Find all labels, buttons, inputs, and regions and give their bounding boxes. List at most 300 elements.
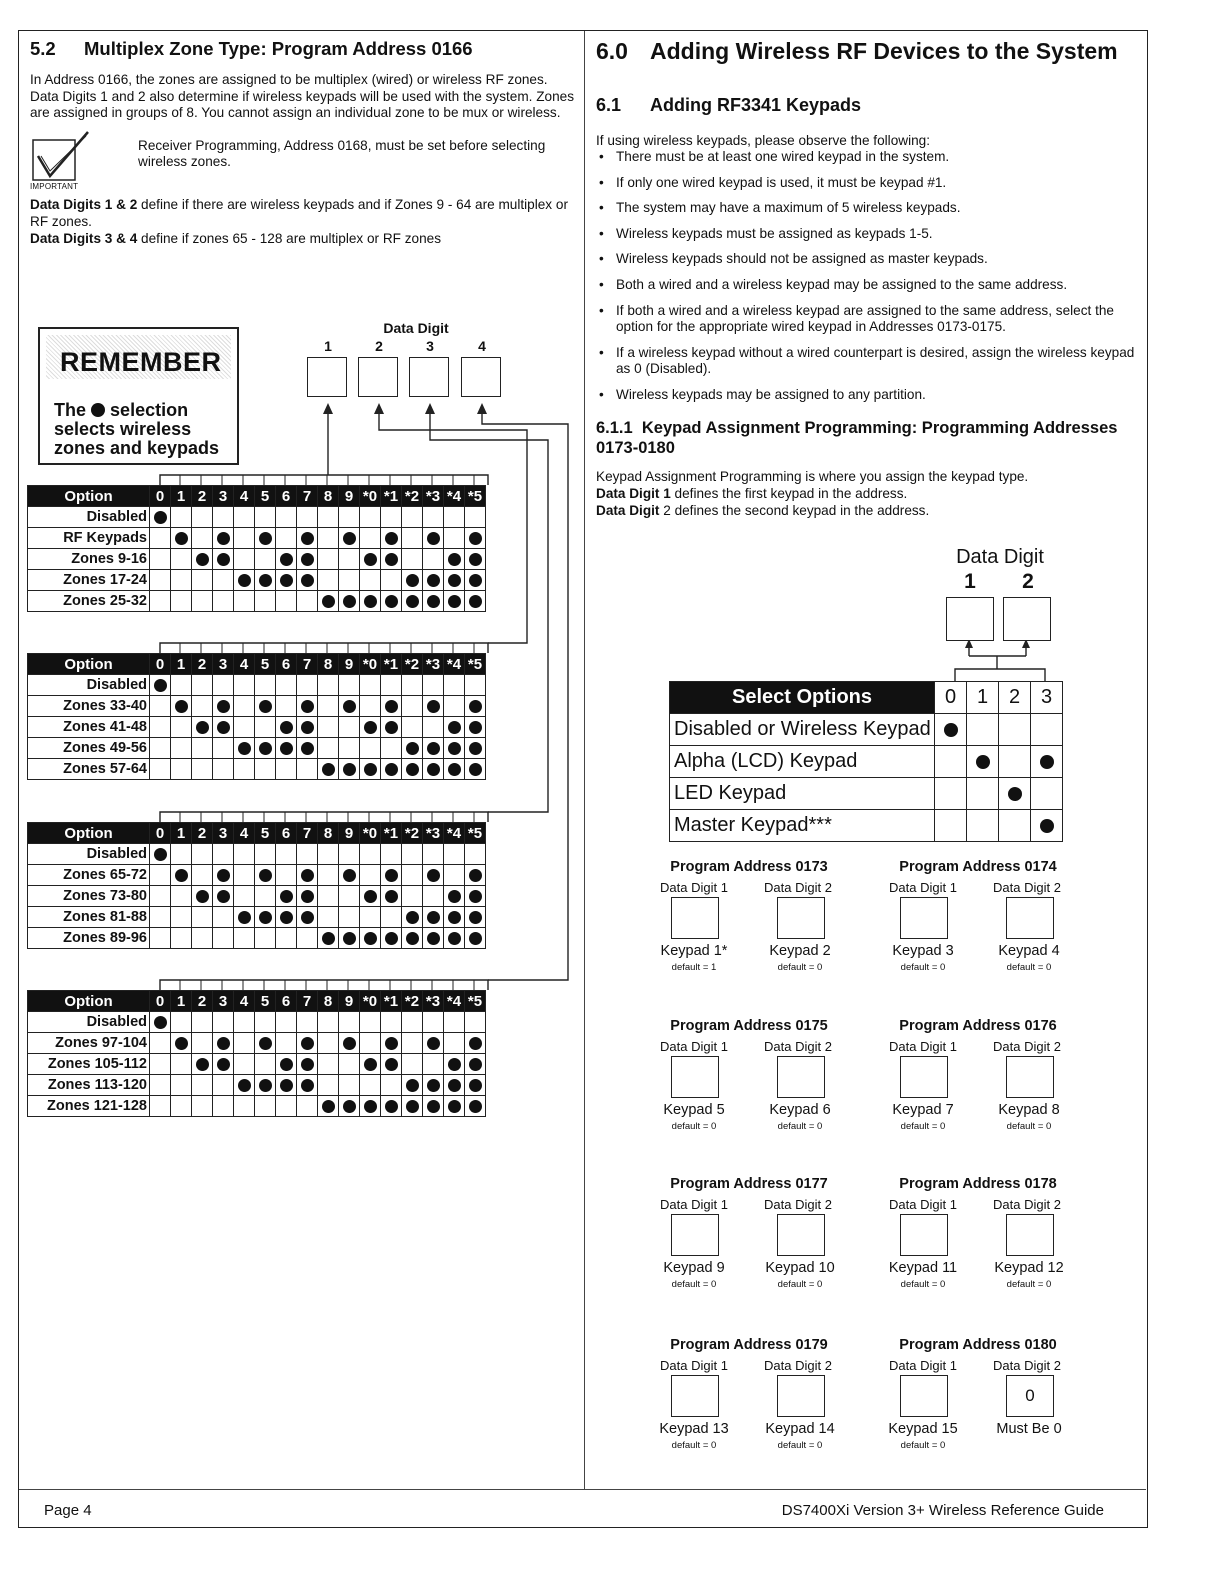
option-cell (360, 675, 381, 696)
option-cell (192, 507, 213, 528)
data-digit-2-label: Data Digit 2 (764, 1039, 832, 1054)
row-label: Disabled (28, 844, 150, 865)
option-cell (465, 1096, 486, 1117)
option-cell (444, 717, 465, 738)
program-address-block (649, 859, 849, 994)
option-cell (234, 507, 255, 528)
keypad-value-box[interactable] (671, 1214, 719, 1256)
selection-dot-icon (976, 755, 990, 769)
selection-dot-icon (427, 1100, 440, 1113)
digit-label-1: 1 (324, 338, 332, 354)
table-row (28, 507, 486, 528)
option-cell (423, 1033, 444, 1054)
option-cell (150, 907, 171, 928)
table-row (28, 928, 486, 949)
default-value: default = 0 (900, 1121, 946, 1132)
option-cell (150, 865, 171, 886)
keypad-label: Keypad 4 (998, 943, 1060, 959)
remember-title: REMEMBER (60, 347, 222, 377)
column-header: 9 (339, 991, 360, 1012)
column-header: 3 (213, 991, 234, 1012)
option-cell (339, 1054, 360, 1075)
option-cell (339, 570, 360, 591)
data-digit-2-label: Data Digit 2 (993, 1039, 1061, 1054)
selection-dot-icon (406, 1100, 419, 1113)
program-address-block (649, 1337, 849, 1472)
data-digit-box-2[interactable] (358, 357, 398, 397)
option-cell (318, 1075, 339, 1096)
data-digit-box-1[interactable] (307, 357, 347, 397)
option-cell (150, 759, 171, 780)
option-cell (213, 1075, 234, 1096)
option-cell (360, 507, 381, 528)
option-cell (444, 1054, 465, 1075)
keypad-value-box[interactable] (1006, 1214, 1054, 1256)
option-cell (402, 865, 423, 886)
selection-dot-icon (406, 742, 419, 755)
option-cell (276, 696, 297, 717)
keypad-value-box[interactable] (671, 897, 719, 939)
column-header: 7 (297, 654, 318, 675)
option-cell (150, 570, 171, 591)
option-cell (213, 696, 234, 717)
keypad-value-box[interactable] (900, 1056, 948, 1098)
selection-dot-icon (301, 574, 314, 587)
table-row (28, 675, 486, 696)
data-digit-2-label: Data Digit 2 (993, 1197, 1061, 1212)
data-digit-1-label: Data Digit 1 (660, 880, 728, 895)
requirements-list (596, 149, 1141, 404)
selection-dot-icon (427, 574, 440, 587)
row-label: Zones 121-128 (28, 1096, 150, 1117)
option-cell (360, 1012, 381, 1033)
select-cell (935, 778, 967, 810)
option-cell (381, 844, 402, 865)
data-digit-box-3[interactable] (409, 357, 449, 397)
keypad-value-box[interactable] (671, 1375, 719, 1417)
option-cell (381, 717, 402, 738)
option-cell (297, 1096, 318, 1117)
column-header: 3 (213, 486, 234, 507)
selection-dot-icon (448, 553, 461, 566)
option-cell (276, 1012, 297, 1033)
option-cell (255, 507, 276, 528)
option-cell (297, 549, 318, 570)
column-header: 8 (318, 486, 339, 507)
column-header: 2 (192, 486, 213, 507)
option-cell (381, 696, 402, 717)
selection-dot-icon (196, 553, 209, 566)
option-cell (465, 591, 486, 612)
option-cell (297, 1033, 318, 1054)
selection-dot-icon (280, 574, 293, 587)
option-cell (339, 738, 360, 759)
option-cell (444, 1033, 465, 1054)
column-header: 1 (171, 654, 192, 675)
selection-dot-icon (301, 532, 314, 545)
selection-dot-icon (1040, 755, 1054, 769)
selection-dot-icon (427, 700, 440, 713)
column-header: *5 (465, 654, 486, 675)
data-digit-2-label: Data Digit 2 (993, 880, 1061, 895)
option-cell (339, 865, 360, 886)
right-digit-label-2: 2 (1022, 570, 1034, 593)
option-cell (171, 1054, 192, 1075)
program-address-title: Program Address 0175 (670, 1018, 828, 1034)
selection-dot-icon (196, 1058, 209, 1071)
table-row (670, 746, 1063, 778)
selection-dot-icon (259, 911, 272, 924)
program-address-block (878, 859, 1078, 994)
option-cell (255, 717, 276, 738)
option-cell (234, 1075, 255, 1096)
option-cell (465, 928, 486, 949)
selection-dot-icon (385, 1037, 398, 1050)
selection-dot-icon (154, 848, 167, 861)
selection-dot-icon (385, 890, 398, 903)
option-cell (171, 1075, 192, 1096)
option-cell (255, 865, 276, 886)
option-cell (360, 865, 381, 886)
selection-dot-icon (322, 763, 335, 776)
selection-dot-icon (427, 932, 440, 945)
page-number: Page 4 (44, 1502, 92, 1519)
option-cell (276, 738, 297, 759)
selection-dot-icon (217, 1037, 230, 1050)
option-header: Option (28, 823, 150, 844)
table-row (28, 759, 486, 780)
option-cell (318, 738, 339, 759)
selection-dot-icon (448, 1079, 461, 1092)
option-cell (360, 928, 381, 949)
option-cell (381, 1033, 402, 1054)
selection-dot-icon (469, 595, 482, 608)
selection-dot-icon (406, 932, 419, 945)
section-6-1-heading: 6.1 Adding RF3341 Keypads (596, 95, 862, 115)
option-cell (423, 696, 444, 717)
option-table-3 (27, 822, 486, 949)
column-header: *2 (402, 991, 423, 1012)
selection-dot-icon (217, 700, 230, 713)
option-cell (150, 507, 171, 528)
list-item: • If both a wired and a wireless keypad are assigned to the same address, select the option for the appropriate wired keypad in Addresses 0173-0175. (596, 303, 1141, 336)
option-cell (255, 928, 276, 949)
option-cell (234, 570, 255, 591)
selection-dot-icon (301, 1037, 314, 1050)
option-cell (234, 549, 255, 570)
selection-dot-icon (238, 742, 251, 755)
column-header: 6 (276, 654, 297, 675)
option-cell (423, 865, 444, 886)
select-cell (967, 778, 999, 810)
column-header: *5 (465, 823, 486, 844)
dd1-paragraph: Data Digit 1 defines the first keypad in the address. (596, 485, 908, 501)
keypad-value-box[interactable] (777, 1214, 825, 1256)
selection-dot-icon (301, 742, 314, 755)
option-cell (444, 696, 465, 717)
selection-dot-icon (448, 574, 461, 587)
selection-dot-icon (385, 1100, 398, 1113)
option-cell (297, 717, 318, 738)
selection-dot-icon (448, 1058, 461, 1071)
option-cell (465, 844, 486, 865)
option-cell (465, 1033, 486, 1054)
option-cell (192, 907, 213, 928)
column-header: 7 (297, 486, 318, 507)
data-digit-1-label: Data Digit 1 (660, 1197, 728, 1212)
column-header: 0 (150, 654, 171, 675)
selection-dot-icon (469, 869, 482, 882)
option-cell (234, 717, 255, 738)
option-cell (234, 886, 255, 907)
option-cell (192, 696, 213, 717)
column-header: *0 (360, 823, 381, 844)
selection-dot-icon (427, 532, 440, 545)
dd34-paragraph: Data Digits 3 & 4 define if zones 65 - 128 are multiplex or RF zones (30, 230, 442, 246)
remember-text: The selection selects wireless zones and keypads (54, 400, 220, 458)
option-cell (276, 549, 297, 570)
right-data-digit-box-2[interactable] (1003, 597, 1051, 641)
option-cell (213, 507, 234, 528)
data-digit-label: Data Digit (383, 320, 449, 336)
column-header: *1 (381, 823, 402, 844)
keypad-value-box[interactable] (777, 1375, 825, 1417)
selection-dot-icon (385, 869, 398, 882)
option-cell (402, 1033, 423, 1054)
option-cell (465, 759, 486, 780)
table-row (670, 810, 1063, 842)
selection-dot-icon (364, 553, 377, 566)
data-digit-1-label: Data Digit 1 (660, 1358, 728, 1373)
select-cell (1031, 746, 1063, 778)
column-header: 5 (255, 654, 276, 675)
digit-label-4: 4 (478, 338, 486, 354)
column-header: *4 (444, 991, 465, 1012)
program-address-block (878, 1176, 1078, 1311)
keypad-label: Keypad 13 (659, 1421, 729, 1437)
option-cell (444, 570, 465, 591)
selection-dot-icon (301, 890, 314, 903)
keypad-value-box[interactable] (671, 1056, 719, 1098)
column-header: 5 (255, 823, 276, 844)
left-column (30, 38, 575, 247)
data-digit-box-4[interactable] (461, 357, 501, 397)
option-cell (381, 738, 402, 759)
option-cell (213, 865, 234, 886)
option-cell (276, 865, 297, 886)
option-cell (234, 675, 255, 696)
right-data-digit-box-1[interactable] (946, 597, 994, 641)
option-cell (213, 549, 234, 570)
option-cell (255, 759, 276, 780)
row-label: Zones 9-16 (28, 549, 150, 570)
selection-dot-icon (469, 1100, 482, 1113)
list-item: • Wireless keypads must be assigned as keypads 1-5. (596, 226, 1141, 243)
keypad-value-box[interactable] (1006, 897, 1054, 939)
column-header: *2 (402, 654, 423, 675)
keypad-value-box[interactable] (900, 1214, 948, 1256)
option-cell (465, 528, 486, 549)
option-cell (213, 570, 234, 591)
option-cell (423, 570, 444, 591)
selection-dot-icon (448, 721, 461, 734)
keypad-label: Keypad 6 (769, 1102, 831, 1118)
selection-dot-icon (427, 869, 440, 882)
option-cell (381, 507, 402, 528)
option-cell (402, 591, 423, 612)
column-header: 4 (234, 991, 255, 1012)
selection-dot-icon (217, 869, 230, 882)
option-cell (276, 1096, 297, 1117)
option-cell (213, 886, 234, 907)
list-item: • Wireless keypads should not be assigned as master keypads. (596, 251, 1141, 268)
selection-dot-icon (364, 595, 377, 608)
selection-dot-icon (385, 721, 398, 734)
table-row (28, 886, 486, 907)
option-cell (297, 928, 318, 949)
select-column-header: 2 (999, 682, 1031, 714)
row-label: Zones 97-104 (28, 1033, 150, 1054)
option-cell (192, 717, 213, 738)
option-cell (213, 528, 234, 549)
row-label: Zones 25-32 (28, 591, 150, 612)
default-value: default = 0 (671, 1121, 717, 1132)
selection-dot-icon (406, 763, 419, 776)
option-cell (234, 759, 255, 780)
option-cell (171, 1012, 192, 1033)
select-cell (999, 746, 1031, 778)
option-cell (171, 844, 192, 865)
option-cell (465, 1012, 486, 1033)
option-cell (360, 844, 381, 865)
column-header: *3 (423, 823, 444, 844)
section-5-2-heading: 5.2 Multiplex Zone Type: Program Address 0166 (30, 38, 473, 59)
option-header: Option (28, 991, 150, 1012)
option-cell (297, 696, 318, 717)
row-label: Disabled (28, 507, 150, 528)
selection-dot-icon (301, 869, 314, 882)
default-value: default = 0 (1006, 962, 1052, 973)
option-cell (318, 696, 339, 717)
table-row (28, 1075, 486, 1096)
keypad-value-box[interactable]: 0 (1006, 1375, 1054, 1417)
select-cell (1031, 714, 1063, 746)
selection-dot-icon (259, 700, 272, 713)
option-cell (381, 570, 402, 591)
option-cell (276, 570, 297, 591)
data-digit-2-label: Data Digit 2 (764, 1197, 832, 1212)
option-cell (150, 696, 171, 717)
selection-dot-icon (469, 911, 482, 924)
option-cell (318, 928, 339, 949)
select-row-label: Disabled or Wireless Keypad (670, 714, 935, 746)
option-cell (171, 717, 192, 738)
select-column-header: 0 (935, 682, 967, 714)
option-cell (297, 528, 318, 549)
selection-dot-icon (469, 1037, 482, 1050)
select-cell (967, 810, 999, 842)
option-cell (444, 844, 465, 865)
option-cell (423, 507, 444, 528)
keypad-label: Must Be 0 (996, 1421, 1062, 1437)
selection-dot-icon (364, 1058, 377, 1071)
selection-dot-icon (280, 553, 293, 566)
table-row (28, 570, 486, 591)
selection-dot-icon (217, 721, 230, 734)
keypad-value-box[interactable] (900, 1375, 948, 1417)
option-cell (360, 1096, 381, 1117)
option-cell (192, 759, 213, 780)
selection-dot-icon (217, 890, 230, 903)
option-cell (255, 1054, 276, 1075)
option-cell (150, 1096, 171, 1117)
option-cell (465, 570, 486, 591)
option-cell (444, 528, 465, 549)
option-cell (402, 549, 423, 570)
option-cell (276, 886, 297, 907)
option-cell (423, 886, 444, 907)
option-cell (465, 507, 486, 528)
keypad-label: Keypad 8 (998, 1102, 1060, 1118)
option-cell (255, 675, 276, 696)
default-value: default = 0 (1006, 1279, 1052, 1290)
option-cell (423, 591, 444, 612)
digit-label-3: 3 (426, 338, 434, 354)
option-cell (150, 928, 171, 949)
keypad-value-box[interactable] (900, 897, 948, 939)
option-cell (213, 1012, 234, 1033)
keypad-label: Keypad 7 (892, 1102, 954, 1118)
option-cell (423, 1012, 444, 1033)
selection-dot-icon (385, 532, 398, 545)
selection-dot-icon (427, 911, 440, 924)
option-cell (297, 1075, 318, 1096)
section-6-1-1-heading: 6.1.1 Keypad Assignment Programming: Programming Addresses 0173-0180 (596, 418, 1118, 457)
option-cell (339, 549, 360, 570)
option-cell (444, 738, 465, 759)
column-header: *0 (360, 486, 381, 507)
option-cell (465, 738, 486, 759)
column-header: 0 (150, 486, 171, 507)
table-row (28, 1054, 486, 1075)
option-cell (213, 844, 234, 865)
selection-dot-icon (343, 932, 356, 945)
keypad-value-box[interactable] (1006, 1056, 1054, 1098)
option-cell (381, 928, 402, 949)
important-label: IMPORTANT (30, 181, 79, 191)
option-cell (339, 1012, 360, 1033)
option-cell (444, 1096, 465, 1117)
keypad-value-box[interactable] (777, 1056, 825, 1098)
selection-dot-icon (196, 890, 209, 903)
right-data-digit-label: Data Digit (956, 546, 1044, 568)
option-cell (339, 696, 360, 717)
option-cell (234, 696, 255, 717)
option-table-2 (27, 653, 486, 780)
option-cell (297, 591, 318, 612)
select-cell (1031, 810, 1063, 842)
column-header: 2 (192, 823, 213, 844)
option-cell (402, 696, 423, 717)
keypad-value-box[interactable] (777, 897, 825, 939)
option-cell (360, 549, 381, 570)
selection-dot-icon (406, 1079, 419, 1092)
list-item: • There must be at least one wired keypad in the system. (596, 149, 1141, 166)
selection-dot-icon (343, 763, 356, 776)
program-address-block (649, 1018, 849, 1153)
option-cell (255, 1033, 276, 1054)
option-cell (423, 549, 444, 570)
